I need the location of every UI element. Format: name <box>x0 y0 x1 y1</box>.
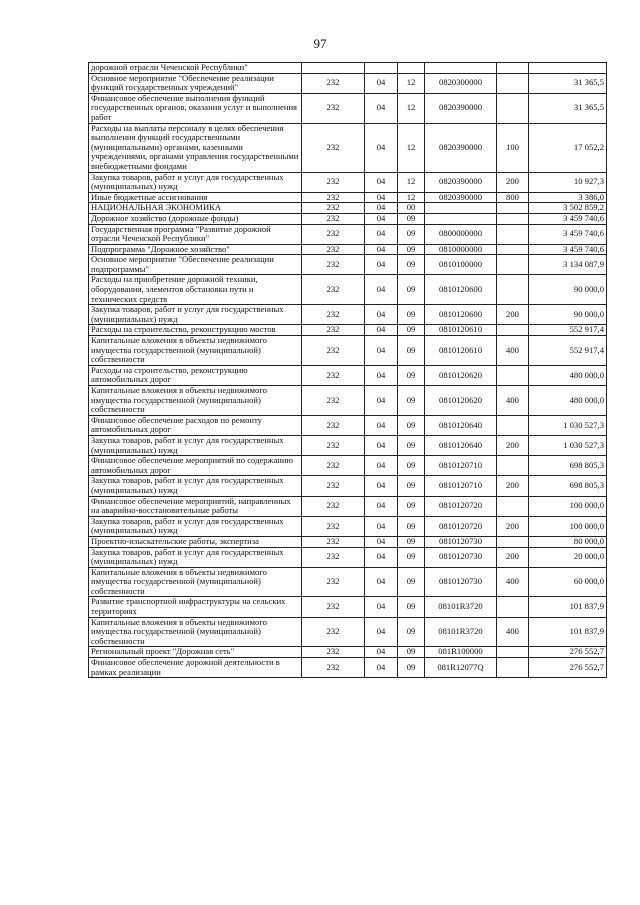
row-code-cell: 232 <box>302 325 365 336</box>
row-code-cell: 232 <box>302 536 365 547</box>
row-expense-type-cell <box>497 325 529 336</box>
row-code-cell: 232 <box>302 336 365 366</box>
row-subsection-cell: 09 <box>398 547 425 567</box>
table-row <box>89 336 607 366</box>
row-sum-cell: 1 030 527,3 <box>529 415 607 435</box>
row-expense-type-cell: 100 <box>497 123 529 172</box>
table-row <box>89 456 607 476</box>
row-name-cell: Закупка товаров, работ и услуг для государственных (муниципальных) нужд <box>89 305 302 325</box>
row-article-cell: 0820390000 <box>425 192 497 203</box>
row-sum-cell: 698 805,3 <box>529 476 607 496</box>
row-subsection-cell <box>398 63 425 74</box>
row-article-cell <box>425 213 497 224</box>
row-article-cell: 0810120620 <box>425 365 497 385</box>
row-article-cell: 0800000000 <box>425 224 497 244</box>
row-section-cell: 04 <box>365 456 398 476</box>
row-article-cell: 0820390000 <box>425 172 497 192</box>
row-name-cell: Финансовое обеспечение расходов по ремонту автомобильных дорог <box>89 415 302 435</box>
row-code-cell: 232 <box>302 255 365 275</box>
row-expense-type-cell <box>497 213 529 224</box>
row-code-cell: 232 <box>302 305 365 325</box>
row-article-cell: 0810120720 <box>425 496 497 516</box>
row-section-cell: 04 <box>365 567 398 597</box>
row-section-cell: 04 <box>365 172 398 192</box>
table-row <box>89 476 607 496</box>
table-row <box>89 617 607 647</box>
row-name-cell: Капитальные вложения в объекты недвижимого имущества государственной (муниципальной) собственности <box>89 617 302 647</box>
budget-table <box>88 62 607 678</box>
row-expense-type-cell: 200 <box>497 172 529 192</box>
row-expense-type-cell <box>497 275 529 305</box>
row-expense-type-cell: 200 <box>497 305 529 325</box>
row-article-cell <box>425 203 497 214</box>
row-section-cell: 04 <box>365 73 398 93</box>
row-subsection-cell: 09 <box>398 658 425 678</box>
row-sum-cell: 3 459 740,6 <box>529 213 607 224</box>
row-name-cell: Государственная программа "Развитие дорожной отрасли Чеченской Республики" <box>89 224 302 244</box>
row-sum-cell: 552 917,4 <box>529 325 607 336</box>
row-section-cell: 04 <box>365 647 398 658</box>
table-row <box>89 224 607 244</box>
row-article-cell: 0810120640 <box>425 415 497 435</box>
row-expense-type-cell <box>497 597 529 617</box>
row-section-cell: 04 <box>365 213 398 224</box>
row-sum-cell: 1 030 527,3 <box>529 435 607 455</box>
row-code-cell: 232 <box>302 567 365 597</box>
row-section-cell: 04 <box>365 305 398 325</box>
row-subsection-cell: 09 <box>398 516 425 536</box>
row-expense-type-cell <box>497 415 529 435</box>
row-code-cell: 232 <box>302 496 365 516</box>
row-section-cell: 04 <box>365 547 398 567</box>
table-row <box>89 647 607 658</box>
row-name-cell: Капитальные вложения в объекты недвижимого имущества государственной (муниципальной) собственности <box>89 336 302 366</box>
row-code-cell: 232 <box>302 476 365 496</box>
row-article-cell: 0810120730 <box>425 567 497 597</box>
row-article-cell: 0810120730 <box>425 547 497 567</box>
row-sum-cell: 90 000,0 <box>529 275 607 305</box>
row-article-cell: 0810120620 <box>425 386 497 416</box>
row-expense-type-cell <box>497 536 529 547</box>
row-sum-cell: 60 000,0 <box>529 567 607 597</box>
row-article-cell: 0810120730 <box>425 536 497 547</box>
row-code-cell: 232 <box>302 658 365 678</box>
row-sum-cell: 3 459 740,6 <box>529 224 607 244</box>
row-sum-cell: 90 000,0 <box>529 305 607 325</box>
row-sum-cell: 31 365,5 <box>529 73 607 93</box>
row-sum-cell <box>529 63 607 74</box>
row-article-cell: 0810120710 <box>425 476 497 496</box>
row-code-cell: 232 <box>302 386 365 416</box>
row-name-cell: Развитие транспортной инфраструктуры на сельских территориях <box>89 597 302 617</box>
row-name-cell: Дорожное хозяйство (дорожные фонды) <box>89 213 302 224</box>
row-section-cell: 04 <box>365 658 398 678</box>
row-name-cell: Закупка товаров, работ и услуг для государственных (муниципальных) нужд <box>89 172 302 192</box>
row-section-cell: 04 <box>365 435 398 455</box>
row-section-cell: 04 <box>365 336 398 366</box>
row-section-cell: 04 <box>365 203 398 214</box>
table-row <box>89 658 607 678</box>
row-code-cell: 232 <box>302 617 365 647</box>
row-sum-cell: 101 837,9 <box>529 597 607 617</box>
row-code-cell: 232 <box>302 516 365 536</box>
row-expense-type-cell <box>497 73 529 93</box>
row-code-cell: 232 <box>302 213 365 224</box>
row-subsection-cell: 12 <box>398 73 425 93</box>
row-name-cell: Закупка товаров, работ и услуг для государственных (муниципальных) нужд <box>89 516 302 536</box>
row-sum-cell: 100 000,0 <box>529 516 607 536</box>
row-subsection-cell: 00 <box>398 203 425 214</box>
row-name-cell: Расходы на выплаты персоналу в целях обеспечения выполнения функций государственными (муниципальными) органами, казенными учреждениями, органами управления государственными внебюджетными фондами <box>89 123 302 172</box>
row-name-cell: Капитальные вложения в объекты недвижимого имущества государственной (муниципальной) собственности <box>89 386 302 416</box>
row-section-cell: 04 <box>365 617 398 647</box>
row-section-cell: 04 <box>365 415 398 435</box>
row-article-cell: 08101R3720 <box>425 597 497 617</box>
row-section-cell: 04 <box>365 386 398 416</box>
row-article-cell: 0810120640 <box>425 435 497 455</box>
row-expense-type-cell <box>497 93 529 123</box>
row-expense-type-cell <box>497 496 529 516</box>
table-row <box>89 536 607 547</box>
row-section-cell: 04 <box>365 476 398 496</box>
row-name-cell: Финансовое обеспечение дорожной деятельности в рамках реализации <box>89 658 302 678</box>
row-article-cell: 0810120600 <box>425 275 497 305</box>
row-expense-type-cell <box>497 63 529 74</box>
row-name-cell: Подпрограмма "Дорожное хозяйство" <box>89 244 302 255</box>
row-code-cell: 232 <box>302 275 365 305</box>
row-expense-type-cell: 200 <box>497 516 529 536</box>
row-article-cell: 081R100000 <box>425 647 497 658</box>
row-code-cell: 232 <box>302 597 365 617</box>
row-subsection-cell: 09 <box>398 224 425 244</box>
row-code-cell: 232 <box>302 435 365 455</box>
table-row <box>89 203 607 214</box>
row-article-cell: 0810120710 <box>425 456 497 476</box>
row-subsection-cell: 09 <box>398 275 425 305</box>
row-subsection-cell: 09 <box>398 647 425 658</box>
row-section-cell: 04 <box>365 325 398 336</box>
row-subsection-cell: 09 <box>398 336 425 366</box>
row-expense-type-cell: 400 <box>497 617 529 647</box>
row-section-cell: 04 <box>365 275 398 305</box>
row-name-cell: Капитальные вложения в объекты недвижимого имущества государственной (муниципальной) собственности <box>89 567 302 597</box>
table-row <box>89 496 607 516</box>
row-name-cell: Расходы на строительство, реконструкцию мостов <box>89 325 302 336</box>
row-section-cell: 04 <box>365 244 398 255</box>
row-article-cell: 0820300000 <box>425 73 497 93</box>
table-row <box>89 516 607 536</box>
row-expense-type-cell: 200 <box>497 547 529 567</box>
table-row <box>89 305 607 325</box>
row-subsection-cell: 12 <box>398 93 425 123</box>
row-section-cell: 04 <box>365 192 398 203</box>
table-row <box>89 547 607 567</box>
row-section-cell: 04 <box>365 93 398 123</box>
row-article-cell: 0810120610 <box>425 336 497 366</box>
row-subsection-cell: 09 <box>398 325 425 336</box>
row-name-cell: Проектно-изыскательские работы, экспертиза <box>89 536 302 547</box>
row-expense-type-cell <box>497 658 529 678</box>
row-name-cell: Финансовое обеспечение мероприятий по содержанию автомобильных дорог <box>89 456 302 476</box>
row-code-cell: 232 <box>302 547 365 567</box>
row-section-cell: 04 <box>365 516 398 536</box>
row-section-cell: 04 <box>365 123 398 172</box>
row-article-cell: 0810120600 <box>425 305 497 325</box>
row-name-cell: Расходы на строительство, реконструкцию автомобильных дорог <box>89 365 302 385</box>
row-expense-type-cell: 800 <box>497 192 529 203</box>
row-code-cell: 232 <box>302 93 365 123</box>
row-sum-cell: 3 459 740,6 <box>529 244 607 255</box>
row-expense-type-cell <box>497 255 529 275</box>
row-name-cell: Основное мероприятие "Обеспечение реализации подпрограммы" <box>89 255 302 275</box>
table-row <box>89 275 607 305</box>
table-row <box>89 73 607 93</box>
row-sum-cell: 20 000,0 <box>529 547 607 567</box>
table-row <box>89 172 607 192</box>
row-subsection-cell: 09 <box>398 567 425 597</box>
row-name-cell: Закупка товаров, работ и услуг для государственных (муниципальных) нужд <box>89 435 302 455</box>
row-name-cell: Региональный проект "Дорожная сеть" <box>89 647 302 658</box>
page-number: 97 <box>313 36 327 51</box>
row-section-cell: 04 <box>365 536 398 547</box>
row-expense-type-cell: 400 <box>497 567 529 597</box>
row-section-cell: 04 <box>365 496 398 516</box>
row-article-cell: 08101R3720 <box>425 617 497 647</box>
row-code-cell <box>302 63 365 74</box>
row-expense-type-cell <box>497 203 529 214</box>
row-sum-cell: 3 502 859,2 <box>529 203 607 214</box>
table-row <box>89 192 607 203</box>
row-name-cell: Закупка товаров, работ и услуг для государственных (муниципальных) нужд <box>89 476 302 496</box>
table-row <box>89 386 607 416</box>
row-article-cell: 0820390000 <box>425 123 497 172</box>
row-name-cell: Финансовое обеспечение выполнения функций государственных органов, оказания услуг и выполнения работ <box>89 93 302 123</box>
row-article-cell: 0820390000 <box>425 93 497 123</box>
row-article-cell: 0810100000 <box>425 255 497 275</box>
row-expense-type-cell: 200 <box>497 435 529 455</box>
row-expense-type-cell: 400 <box>497 386 529 416</box>
row-subsection-cell: 09 <box>398 456 425 476</box>
row-subsection-cell: 12 <box>398 123 425 172</box>
row-sum-cell: 80 000,0 <box>529 536 607 547</box>
row-name-cell: Иные бюджетные ассигнования <box>89 192 302 203</box>
row-subsection-cell: 09 <box>398 496 425 516</box>
row-expense-type-cell <box>497 365 529 385</box>
row-sum-cell: 101 837,9 <box>529 617 607 647</box>
table-row <box>89 63 607 74</box>
row-name-cell: НАЦИОНАЛЬНАЯ ЭКОНОМИКА <box>89 203 302 214</box>
row-subsection-cell: 09 <box>398 365 425 385</box>
row-code-cell: 232 <box>302 192 365 203</box>
row-name-cell: дорожной отрасли Чеченской Республики" <box>89 63 302 74</box>
row-sum-cell: 100 000,0 <box>529 496 607 516</box>
row-expense-type-cell <box>497 224 529 244</box>
row-expense-type-cell: 200 <box>497 476 529 496</box>
row-sum-cell: 276 552,7 <box>529 647 607 658</box>
table-row <box>89 415 607 435</box>
row-expense-type-cell <box>497 647 529 658</box>
row-subsection-cell: 09 <box>398 415 425 435</box>
table-row <box>89 567 607 597</box>
row-code-cell: 232 <box>302 647 365 658</box>
table-row <box>89 597 607 617</box>
row-sum-cell: 480 000,0 <box>529 386 607 416</box>
row-subsection-cell: 09 <box>398 476 425 496</box>
row-name-cell: Расходы на приобретение дорожной техники, оборудования, элементов обстановки пути и технических средств <box>89 275 302 305</box>
row-subsection-cell: 09 <box>398 255 425 275</box>
row-section-cell <box>365 63 398 74</box>
row-sum-cell: 552 917,4 <box>529 336 607 366</box>
row-subsection-cell: 09 <box>398 597 425 617</box>
row-section-cell: 04 <box>365 255 398 275</box>
row-sum-cell: 31 365,5 <box>529 93 607 123</box>
table-row <box>89 325 607 336</box>
table-row <box>89 435 607 455</box>
row-sum-cell: 3 386,0 <box>529 192 607 203</box>
row-article-cell: 0810000000 <box>425 244 497 255</box>
row-subsection-cell: 09 <box>398 386 425 416</box>
row-subsection-cell: 09 <box>398 617 425 647</box>
row-subsection-cell: 09 <box>398 244 425 255</box>
row-sum-cell: 17 052,2 <box>529 123 607 172</box>
row-expense-type-cell: 400 <box>497 336 529 366</box>
row-code-cell: 232 <box>302 172 365 192</box>
row-code-cell: 232 <box>302 123 365 172</box>
table-row <box>89 365 607 385</box>
row-code-cell: 232 <box>302 203 365 214</box>
row-article-cell: 081R12077Q <box>425 658 497 678</box>
row-subsection-cell: 09 <box>398 536 425 547</box>
row-article-cell <box>425 63 497 74</box>
row-expense-type-cell <box>497 456 529 476</box>
row-section-cell: 04 <box>365 224 398 244</box>
row-code-cell: 232 <box>302 365 365 385</box>
table-row <box>89 93 607 123</box>
row-sum-cell: 3 134 087,9 <box>529 255 607 275</box>
row-subsection-cell: 09 <box>398 435 425 455</box>
table-row <box>89 244 607 255</box>
row-subsection-cell: 12 <box>398 192 425 203</box>
row-sum-cell: 10 927,3 <box>529 172 607 192</box>
row-name-cell: Основное мероприятие "Обеспечение реализации функций государственных учреждений" <box>89 73 302 93</box>
row-name-cell: Финансовое обеспечение мероприятий, направленных на аварийно-восстановительные работы <box>89 496 302 516</box>
row-code-cell: 232 <box>302 415 365 435</box>
row-sum-cell: 698 805,3 <box>529 456 607 476</box>
table-row <box>89 213 607 224</box>
row-code-cell: 232 <box>302 456 365 476</box>
table-row <box>89 255 607 275</box>
row-article-cell: 0810120720 <box>425 516 497 536</box>
row-section-cell: 04 <box>365 597 398 617</box>
row-code-cell: 232 <box>302 224 365 244</box>
row-section-cell: 04 <box>365 365 398 385</box>
row-subsection-cell: 09 <box>398 213 425 224</box>
row-article-cell: 0810120610 <box>425 325 497 336</box>
row-code-cell: 232 <box>302 73 365 93</box>
row-subsection-cell: 12 <box>398 172 425 192</box>
row-code-cell: 232 <box>302 244 365 255</box>
row-sum-cell: 276 552,7 <box>529 658 607 678</box>
row-subsection-cell: 09 <box>398 305 425 325</box>
row-name-cell: Закупка товаров, работ и услуг для государственных (муниципальных) нужд <box>89 547 302 567</box>
row-expense-type-cell <box>497 244 529 255</box>
row-sum-cell: 480 000,0 <box>529 365 607 385</box>
table-row <box>89 123 607 172</box>
